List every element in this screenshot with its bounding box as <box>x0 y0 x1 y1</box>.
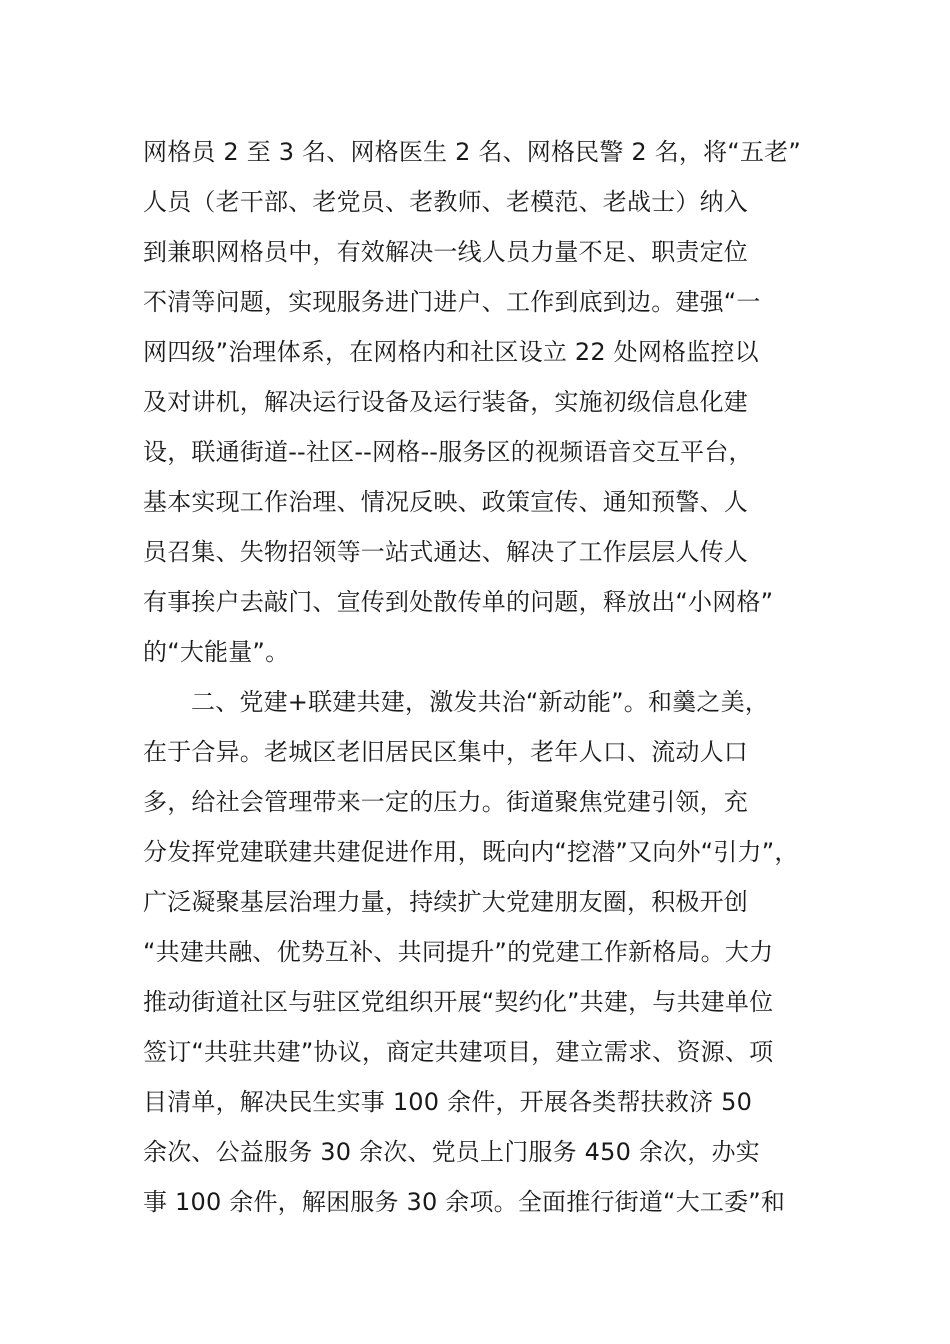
text-line: 多，给社会管理带来一定的压力。街道聚焦党建引领，充 <box>143 788 748 816</box>
text-line: 设，联通街道--社区--网格--服务区的视频语音交互平台， <box>143 438 753 466</box>
text-line: 有事挨户去敲门、宣传到处散传单的问题，释放出“小网格” <box>143 588 774 616</box>
text-line: 事 100 余件，解困服务 30 余项。全面推行街道“大工委”和 <box>143 1188 786 1216</box>
section-heading-line: 二、党建+联建共建，激发共治“新动能”。和羹之美， <box>191 688 769 716</box>
text-line: “共建共融、优势互补、共同提升”的党建工作新格局。大力 <box>143 938 774 966</box>
text-line: 在于合异。老城区老旧居民区集中，老年人口、流动人口 <box>143 738 748 766</box>
text-line: 余次、公益服务 30 余次、党员上门服务 450 余次，办实 <box>143 1138 760 1166</box>
text-line: 网格员 2 至 3 名、网格医生 2 名、网格民警 2 名，将“五老” <box>143 138 801 166</box>
body-text <box>143 127 843 1227</box>
text-line: 基本实现工作治理、情况反映、政策宣传、通知预警、人 <box>143 488 748 516</box>
text-line: 分发挥党建联建共建促进作用，既向内“挖潜”又向外“引力”， <box>143 838 799 866</box>
text-line: 不清等问题，实现服务进门进户、工作到底到边。建强“一 <box>143 288 761 316</box>
text-line: 员召集、失物招领等一站式通达、解决了工作层层人传人 <box>143 538 748 566</box>
text-line: 及对讲机，解决运行设备及运行装备，实施初级信息化建 <box>143 388 748 416</box>
text-line: 网四级”治理体系，在网格内和社区设立 22 处网格监控以 <box>143 338 759 366</box>
text-line: 人员（老干部、老党员、老教师、老模范、老战士）纳入 <box>143 188 748 216</box>
text-line: 目清单，解决民生实事 100 余件，开展各类帮扶救济 50 <box>143 1088 753 1116</box>
text-line: 的“大能量”。 <box>143 638 290 666</box>
text-line: 签订“共驻共建”协议，商定共建项目，建立需求、资源、项 <box>143 1038 774 1066</box>
text-line: 到兼职网格员中，有效解决一线人员力量不足、职责定位 <box>143 238 748 266</box>
text-line: 推动街道社区与驻区党组织开展“契约化”共建，与共建单位 <box>143 988 774 1016</box>
text-line: 广泛凝聚基层治理力量，持续扩大党建朋友圈，积极开创 <box>143 888 748 916</box>
